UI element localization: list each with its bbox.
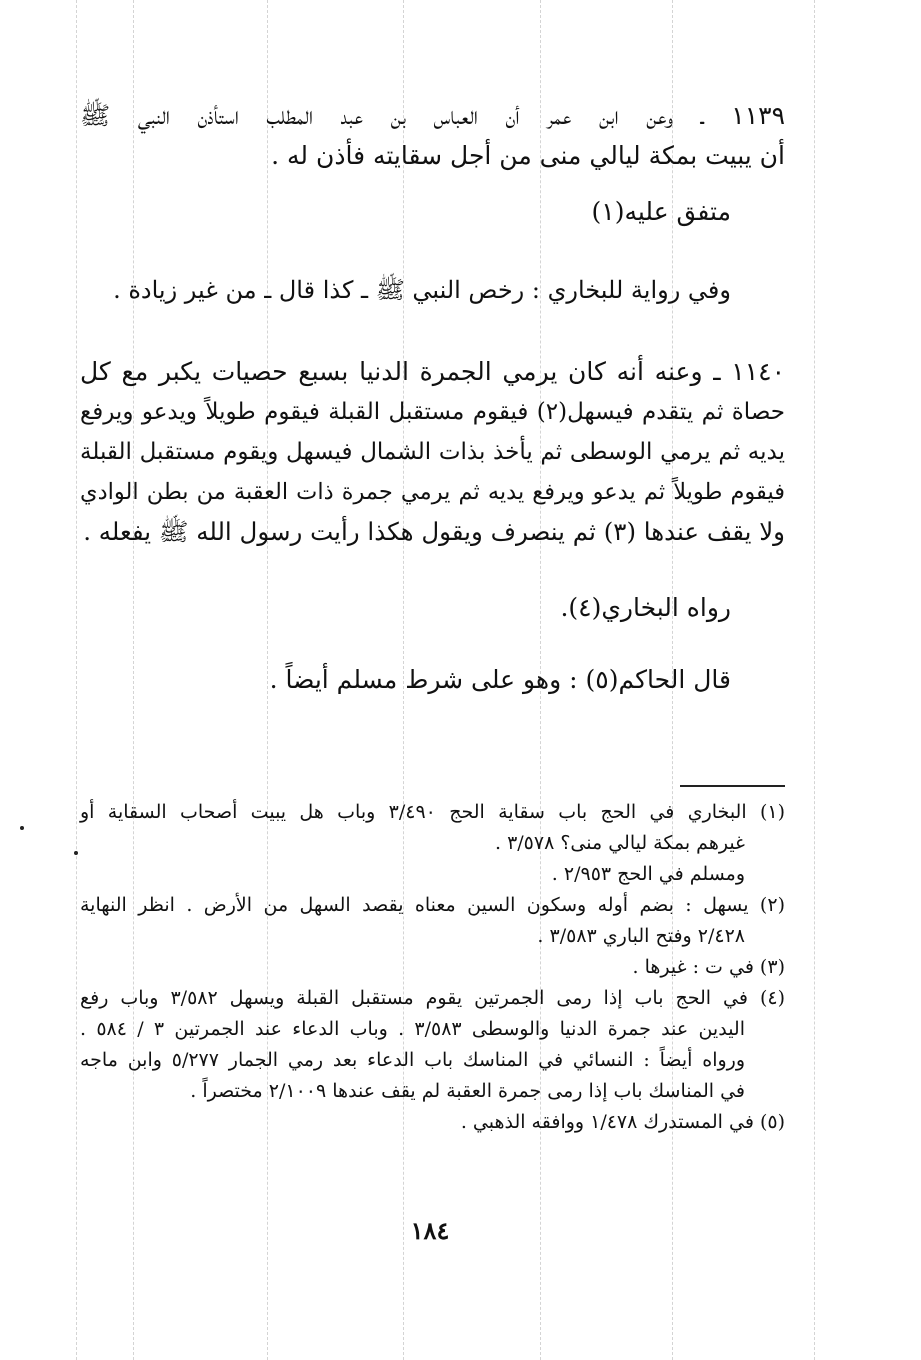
scan-speck	[74, 851, 78, 855]
scan-guide-line	[267, 0, 268, 1360]
hadith-1139-line: أن يبيت بمكة ليالي منى من أجل سقايته فأذن له .	[271, 141, 785, 170]
scan-guide-line	[814, 0, 815, 1360]
scan-guide-line	[133, 0, 134, 1360]
footnote-separator	[680, 785, 785, 787]
footnote-4-line: اليدين عند جمرة الدنيا والوسطى ٣/٥٨٣ . وباب الدعاء عند الجمرتين ٣ / ٥٨٤ .	[80, 1018, 745, 1040]
hadith-1140-line: ولا يقف عندها (٣) ثم ينصرف ويقول هكذا رأيت رسول الله ﷺ يفعله .	[83, 517, 785, 546]
hadith-1140-source: رواه البخاري(٤).	[560, 593, 731, 622]
hadith-1139-bukhari-note: وفي رواية للبخاري : رخص النبي ﷺ ـ كذا قال ـ من غير زيادة .	[113, 276, 731, 304]
scan-speck	[20, 826, 24, 830]
footnote-4-line: (٤) في الحج باب إذا رمى الجمرتين يقوم مستقبل القبلة ويسهل ٣/٥٨٢ وباب رفع	[80, 987, 785, 1009]
page-number: ١٨٤	[410, 1216, 450, 1245]
footnote-2-line: (٢) يسهل : بضم أوله وسكون السين معناه يقصد السهل من الأرض . انظر النهاية	[80, 894, 785, 916]
hadith-1140	[80, 352, 785, 552]
hadith-1140-hakim: قال الحاكم(٥) : وهو على شرط مسلم أيضاً .	[269, 665, 731, 694]
hadith-1140-line: فيقوم طويلاً ثم يدعو ويرفع يديه ثم يرمي جمرة ذات العقبة من بطن الوادي	[80, 479, 785, 505]
footnote-4-line: في المناسك باب إذا رمى جمرة العقبة لم يقف عندها ٢/١٠٠٩ مختصراً .	[190, 1080, 745, 1102]
footnote-3-line: (٣) في ت : غيرها .	[632, 956, 785, 978]
scan-guide-line	[76, 0, 77, 1360]
footnote-4-line: ورواه أيضاً : النسائي في المناسك باب الدعاء بعد رمي الجمار ٥/٢٧٧ وابن ماجه	[80, 1049, 746, 1071]
hadith-1140-line: يديه ثم يرمي الوسطى ثم يأخذ بذات الشمال فيسهل ويقوم مستقبل القبلة	[80, 439, 785, 465]
footnote-5-line: (٥) في المستدرك ١/٤٧٨ ووافقه الذهبي .	[460, 1111, 785, 1133]
footnote-1-line: ومسلم في الحج ٢/٩٥٣ .	[551, 863, 745, 885]
footnote-1-line: غيرهم بمكة ليالي منى؟ ٣/٥٧٨ .	[494, 832, 745, 854]
footnotes	[80, 797, 785, 1138]
hadith-1139	[80, 96, 785, 176]
hadith-1140-line: ١١٤٠ ـ وعنه أنه كان يرمي الجمرة الدنيا بسبع حصيات يكبر مع كل	[80, 357, 785, 386]
footnote-2-line: ٢/٤٢٨ وفتح الباري ٣/٥٨٣ .	[537, 925, 745, 947]
hadith-1140-line: حصاة ثم يتقدم فيسهل(٢) فيقوم مستقبل القبلة فيقوم طويلاً ويدعو ويرفع	[80, 399, 785, 425]
hadith-1139-source: متفق عليه(١)	[591, 197, 731, 226]
footnote-1-line: (١) البخاري في الحج باب سقاية الحج ٣/٤٩٠ وباب هل يبيت أصحاب السقاية أو	[80, 801, 785, 823]
hadith-1139-line: ١١٣٩ ـ وعن ابن عمر أن العباس بن عبد المطلب استأذن النبي ﷺ	[80, 101, 785, 130]
